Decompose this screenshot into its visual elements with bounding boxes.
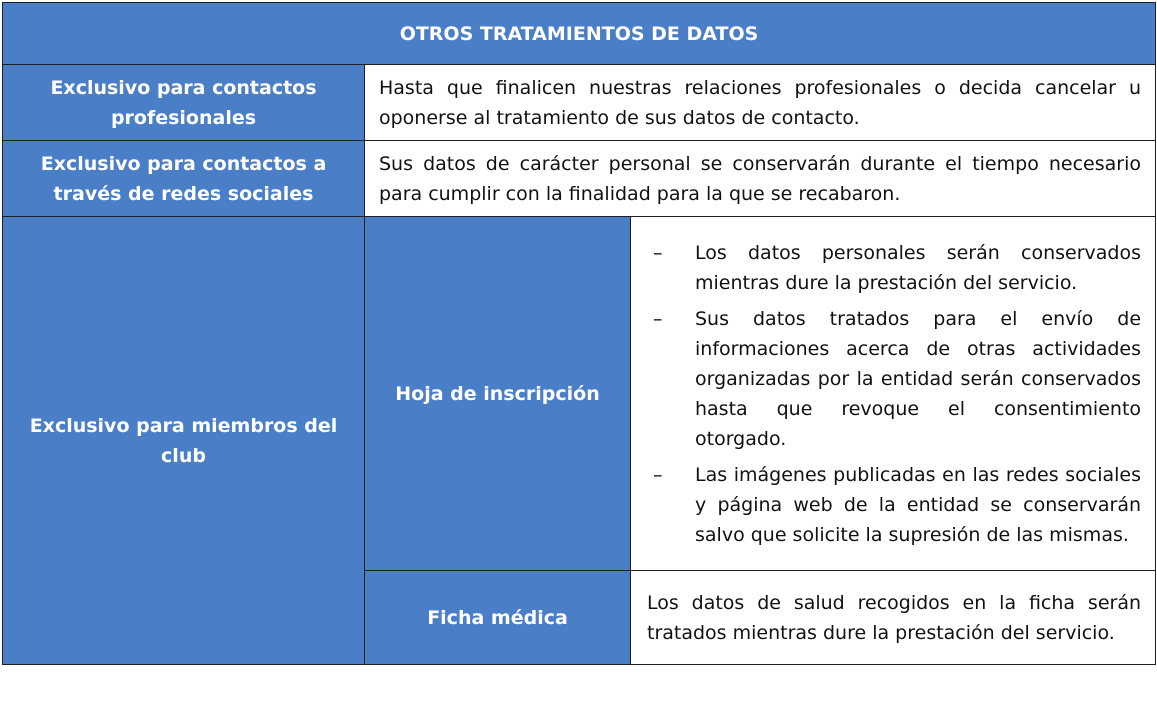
table-row xyxy=(3,217,1156,571)
list-item-text: Las imágenes publicadas en las redes sociales y página web de la entidad se conservarán salvo que solicite la supresión de las mismas. xyxy=(695,463,1142,546)
list-item xyxy=(649,460,1141,550)
list-item xyxy=(649,238,1141,298)
row-text-social-contacts: Sus datos de carácter personal se conservarán durante el tiempo necesario para cumplir con la finalidad para la que se recabaron. xyxy=(365,141,1156,217)
medical-record-text: Los datos de salud recogidos en la ficha serán tratados mientras dure la prestación del servicio. xyxy=(631,571,1156,665)
table-row xyxy=(3,141,1156,217)
registration-form-list xyxy=(631,238,1155,550)
data-retention-table-wrapper xyxy=(2,2,1155,665)
list-item-text: Sus datos tratados para el envío de informaciones acerca de otras actividades organizadas por la entidad serán conservados hasta que revoque el consentimiento otorgado. xyxy=(695,307,1142,450)
list-item xyxy=(649,304,1141,454)
dash-bullet: – xyxy=(653,307,663,330)
sub-label-medical-record: Ficha médica xyxy=(365,571,631,665)
row-label-social-contacts: Exclusivo para contactos a través de redes sociales xyxy=(3,141,365,217)
row-text-professional-contacts: Hasta que finalicen nuestras relaciones profesionales o decida cancelar u oponerse al tratamiento de sus datos de contacto. xyxy=(365,65,1156,141)
list-item-text: Los datos personales serán conservados mientras dure la prestación del servicio. xyxy=(695,241,1142,294)
dash-bullet: – xyxy=(653,241,663,264)
dash-bullet: – xyxy=(653,463,663,486)
sub-label-registration-form: Hoja de inscripción xyxy=(365,217,631,571)
row-label-professional-contacts: Exclusivo para contactos profesionales xyxy=(3,65,365,141)
table-row xyxy=(3,65,1156,141)
registration-form-cell xyxy=(631,217,1156,571)
data-retention-table xyxy=(2,2,1156,665)
table-header: OTROS TRATAMIENTOS DE DATOS xyxy=(3,3,1156,65)
row-label-club-members: Exclusivo para miembros del club xyxy=(3,217,365,665)
